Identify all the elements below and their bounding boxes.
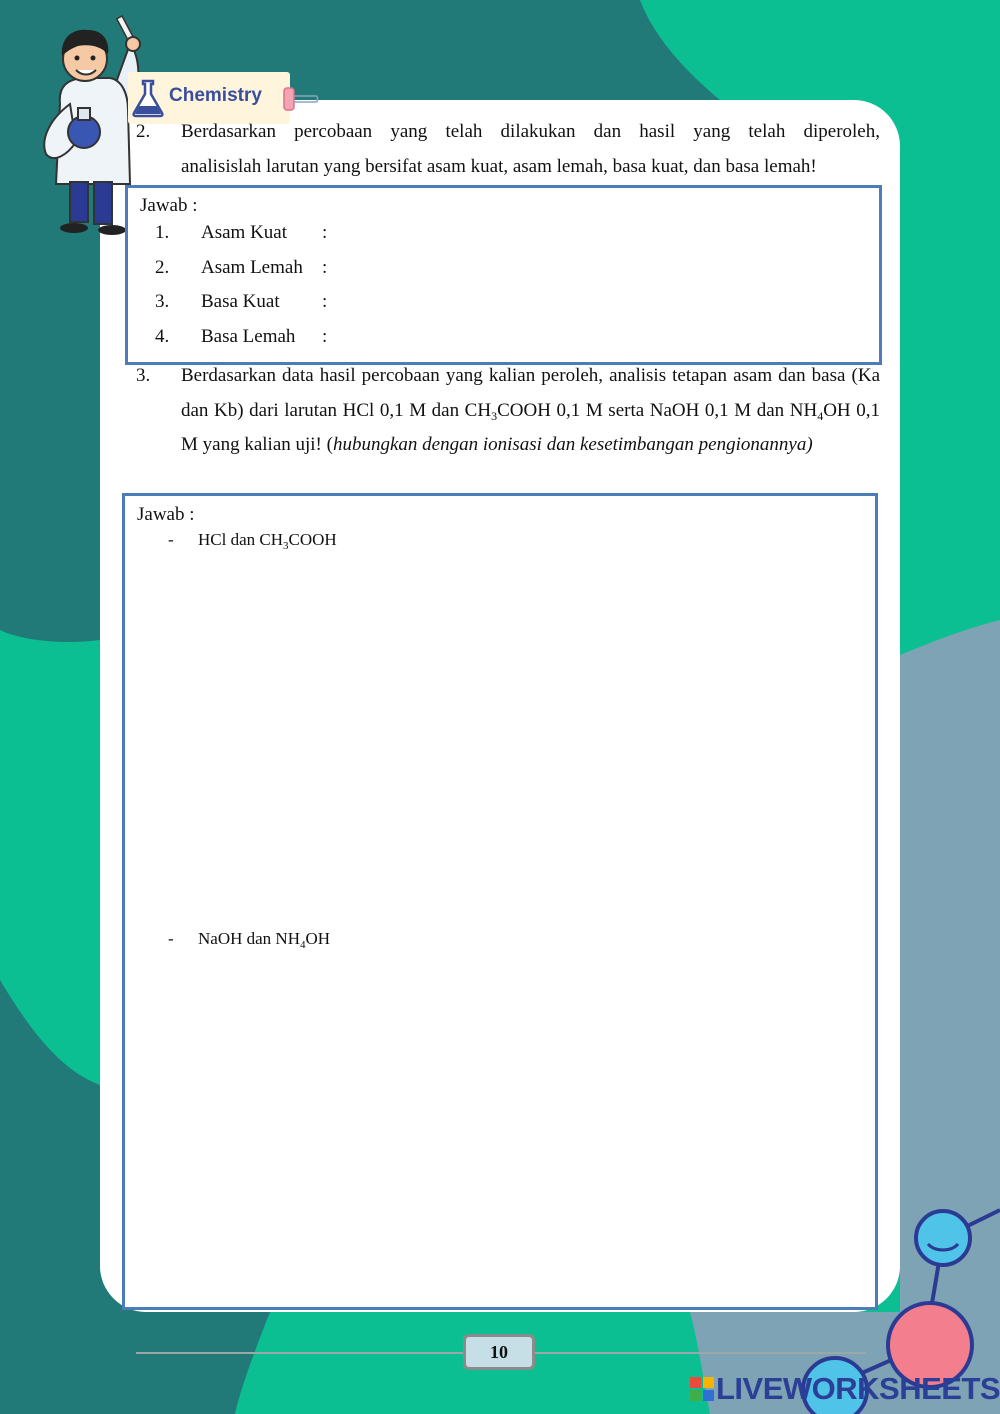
answer-subitem-text	[198, 929, 330, 949]
answer-item-label: Asam Kuat	[201, 222, 288, 243]
watermark	[690, 1371, 1000, 1406]
liveworksheets-logo-icon	[690, 1377, 714, 1401]
dash-bullet: -	[168, 929, 174, 948]
text-part: COOH	[288, 530, 337, 549]
answer-item-colon: :	[322, 291, 328, 312]
question-2	[136, 115, 880, 184]
text-part: OH	[305, 929, 331, 948]
subscript: 4	[299, 939, 306, 951]
text-part: HCl dan CH	[198, 530, 283, 549]
dash-bullet: -	[168, 530, 174, 549]
watermark-text: LIVEWORKSHEETS	[716, 1371, 1000, 1406]
subscript: 3	[283, 540, 289, 552]
paper-clip-icon	[282, 86, 320, 112]
flask-icon	[131, 78, 165, 118]
answer-item-colon: :	[322, 257, 328, 278]
question-3-italic-hint: hubungkan dengan ionisasi dan kesetimbangan pengionannya)	[332, 434, 813, 455]
answer-box-2[interactable]	[122, 493, 878, 1310]
answer-subitem-text	[198, 530, 337, 550]
answer-item-label: Basa Kuat	[201, 291, 280, 312]
subscript: 3	[491, 408, 498, 423]
question-3	[136, 359, 880, 463]
answer-item-colon: :	[322, 326, 328, 347]
answer-item-number: 3.	[155, 291, 170, 312]
subscript: 4	[817, 408, 824, 423]
question-3-number: 3.	[136, 365, 151, 386]
answer-box-1-label: Jawab :	[140, 195, 198, 216]
chemistry-tag-label: Chemistry	[169, 85, 262, 106]
molecule-atom-blue-icon	[916, 1211, 970, 1265]
answer-item-label: Basa Lemah	[201, 326, 296, 347]
answer-item-label: Asam Lemah	[201, 257, 303, 278]
answer-item-number: 4.	[155, 326, 170, 347]
question-2-line-2: analisislah larutan yang bersifat asam kuat, asam lemah, basa kuat, dan basa lemah!	[181, 155, 817, 177]
question-3-part-1: Berdasarkan data hasil percobaan yang kalian peroleh, analisis tetapan asam dan basa (Ka dan Kb) dari larutan HCl 0,1 M dan CH	[181, 365, 880, 421]
question-2-number: 2.	[136, 121, 151, 142]
question-2-line-1: Berdasarkan percobaan yang telah dilakukan dan hasil yang telah diperoleh,	[181, 121, 880, 142]
answer-box-2-label: Jawab :	[137, 504, 195, 525]
answer-item-colon: :	[322, 222, 328, 243]
question-3-text	[181, 359, 880, 463]
answer-item-number: 2.	[155, 257, 170, 278]
question-3-part-2: COOH 0,1 M serta NaOH 0,1 M dan NH	[497, 399, 818, 421]
question-3-part-3: OH 0,1 M yang kalian uji! (	[181, 399, 880, 455]
page-number: 10	[463, 1334, 535, 1370]
text-part: NaOH dan NH	[198, 929, 300, 948]
answer-item-number: 1.	[155, 222, 170, 243]
